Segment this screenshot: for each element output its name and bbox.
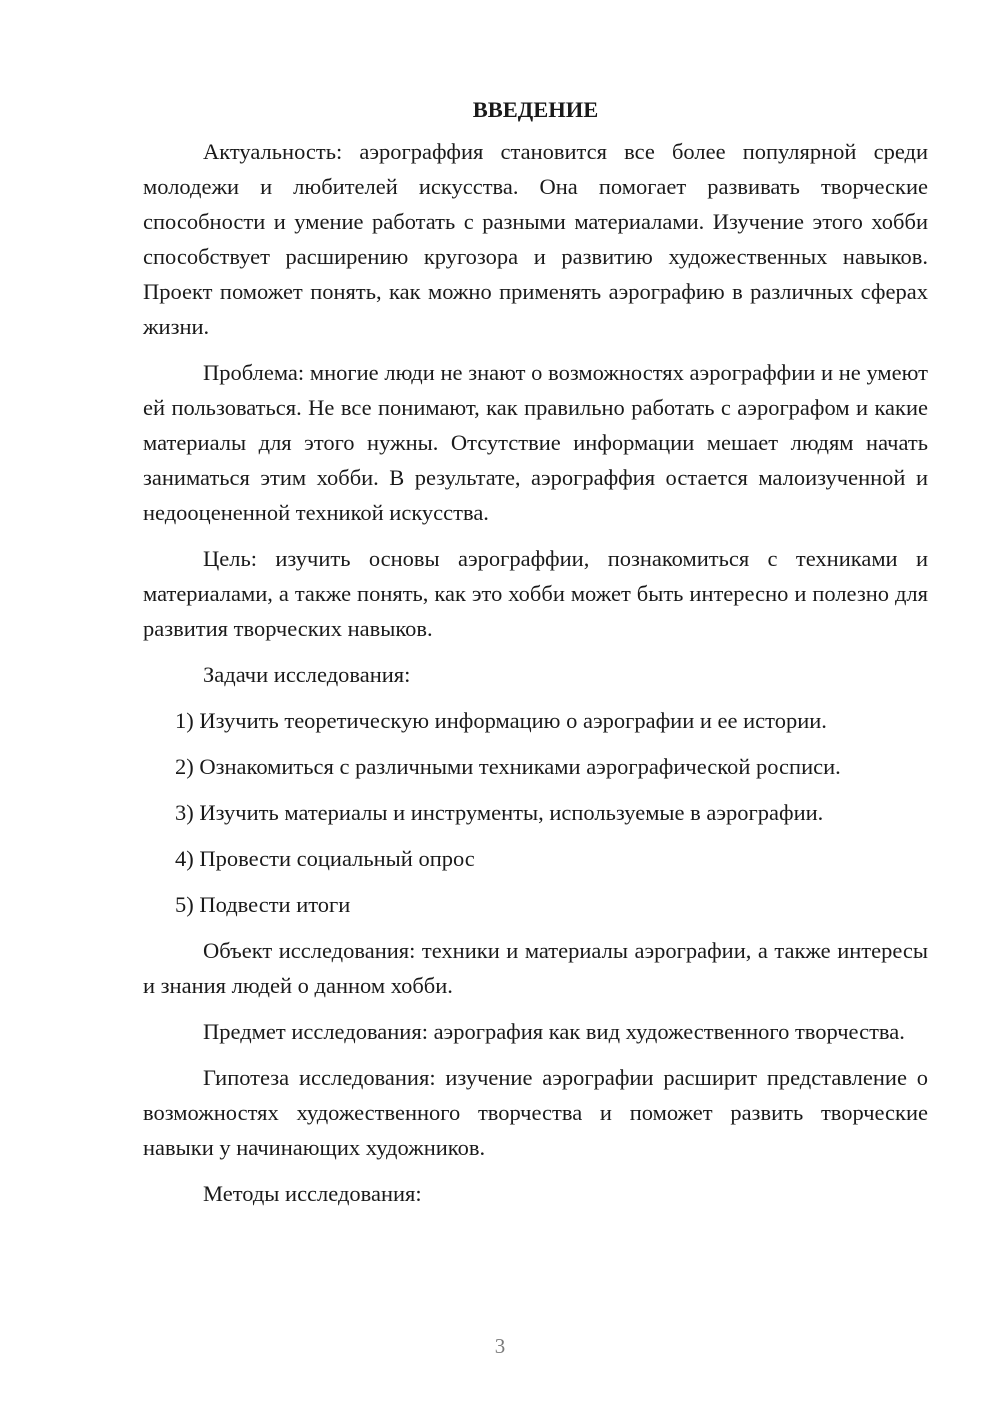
task-item: 2) Ознакомиться с различными техниками аэрографической росписи. bbox=[175, 754, 841, 779]
paragraph-relevance: Актуальность: аэрограффия становится все более популярной среди молодежи и любителей искусства. Она помогает развивать творческие способности и умение работать с разными материалами. Изучение этого хобби способствует расширению кругозора и развитию художественных навыков. Проект поможет понять, как можно применять аэрографию в различных сферах жизни. bbox=[143, 139, 928, 339]
task-item: 5) Подвести итоги bbox=[175, 892, 351, 917]
page-title: ВВЕДЕНИЕ bbox=[472, 97, 599, 122]
paragraph-object: Объект исследования: техники и материалы аэрографии, а также интересы и знания людей о данном хобби. bbox=[143, 938, 928, 998]
paragraph-problem: Проблема: многие люди не знают о возможностях аэрограффии и не умеют ей пользоваться. Не все понимают, как правильно работать с аэрографом и какие материалы для этого нужны. Отсутствие информации мешает людям начать заниматься этим хобби. В результате, аэрограффия остается малоизученной и недооцененной техникой искусства. bbox=[143, 360, 928, 525]
document-page bbox=[143, 92, 928, 1222]
paragraph-methods: Методы исследования: bbox=[203, 1181, 422, 1206]
tasks-heading: Задачи исследования: bbox=[203, 662, 411, 687]
task-item: 1) Изучить теоретическую информацию о аэрографии и ее истории. bbox=[175, 708, 827, 733]
paragraph-subject: Предмет исследования: аэрография как вид художественного творчества. bbox=[203, 1019, 905, 1044]
task-item: 3) Изучить материалы и инструменты, используемые в аэрографии. bbox=[175, 800, 824, 825]
page-number: 3 bbox=[494, 1334, 506, 1358]
paragraph-goal: Цель: изучить основы аэрограффии, познакомиться с техниками и материалами, а также понять, как это хобби может быть интересно и полезно для развития творческих навыков. bbox=[143, 546, 928, 641]
task-item: 4) Провести социальный опрос bbox=[175, 846, 475, 871]
paragraph-hypothesis: Гипотеза исследования: изучение аэрографии расширит представление о возможностях художественного творчества и поможет развить творческие навыки у начинающих художников. bbox=[143, 1065, 928, 1160]
